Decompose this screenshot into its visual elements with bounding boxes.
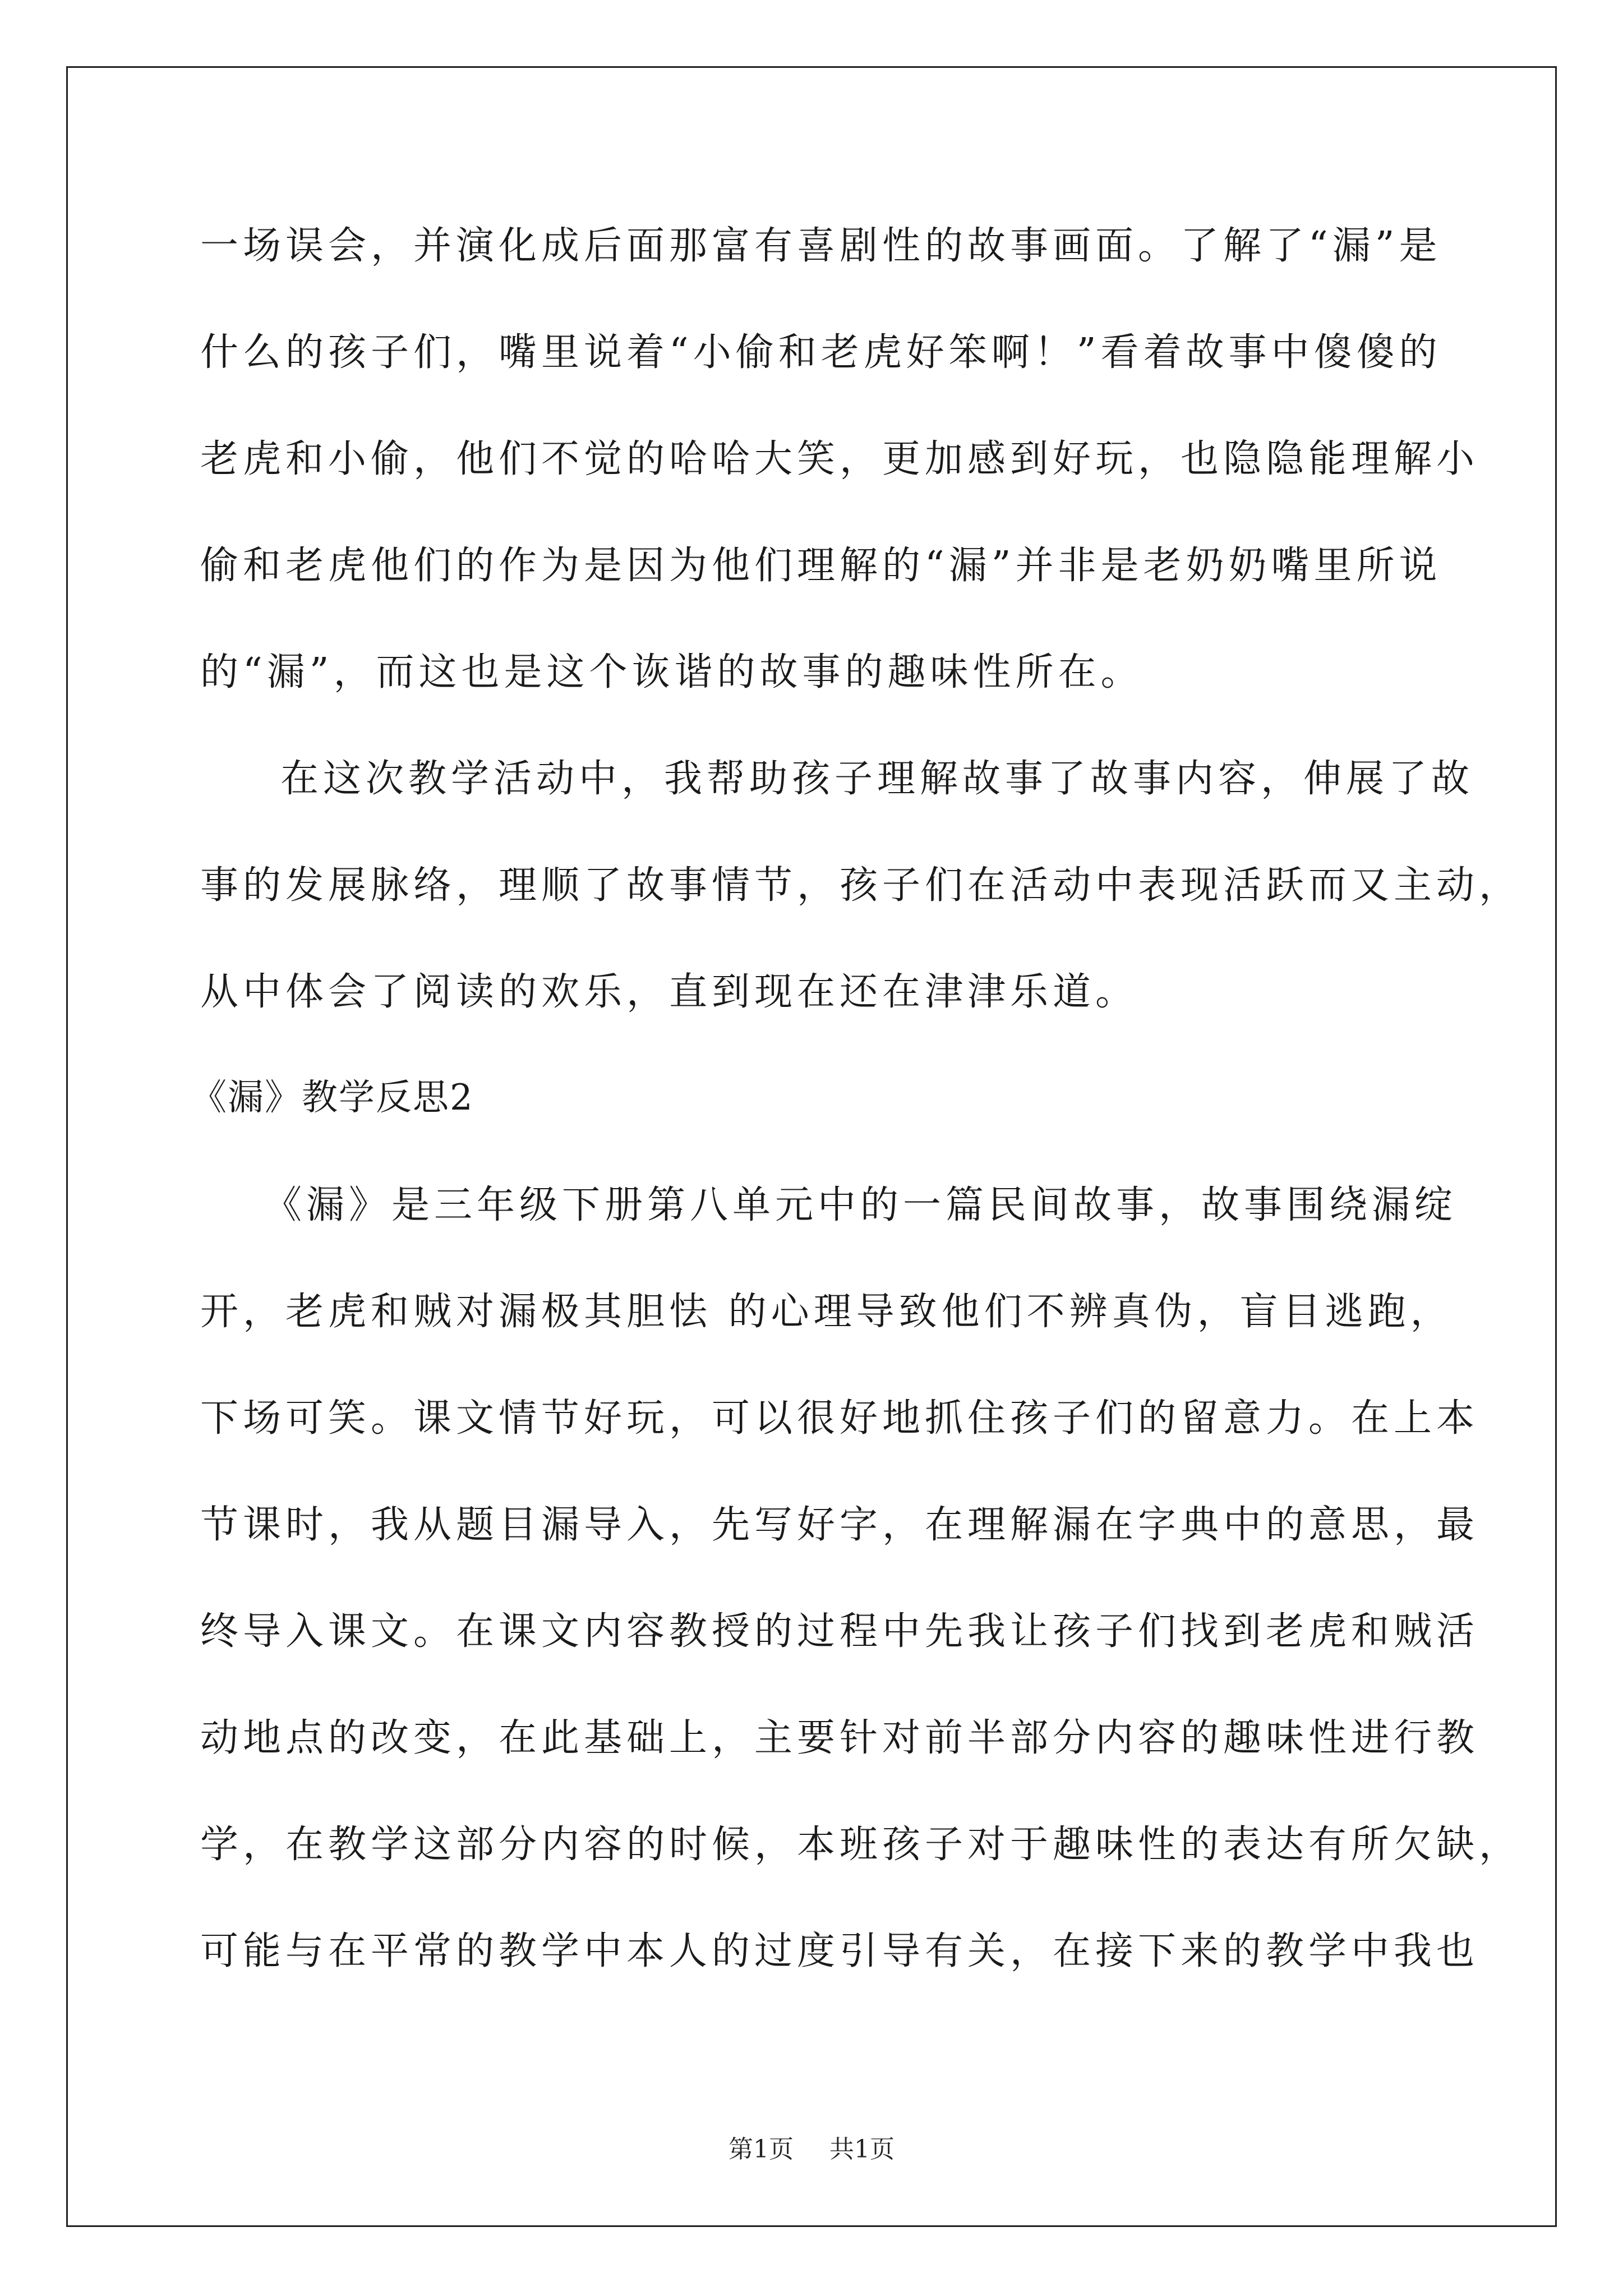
body-line-2: 什么的孩子们，嘴里说着“小偷和老虎好笨啊！”看着故事中傻傻的 [200, 330, 1442, 375]
body-line-16: 学，在教学这部分内容的时候，本班孩子对于趣味性的表达有所欠缺， [200, 1823, 1522, 1867]
body-line-14: 终导入课文。在课文内容教授的过程中先我让孩子们找到老虎和贼活 [200, 1609, 1479, 1654]
body-line-8: 从中体会了阅读的欢乐，直到现在还在津津乐道。 [200, 970, 1138, 1014]
page-total: 共1页 [829, 2135, 895, 2164]
body-line-10: 《漏》是三年级下册第八单元中的一篇民间故事，故事围绕漏绽 [264, 1183, 1458, 1227]
body-line-6: 在这次教学活动中，我帮助孩子理解故事了故事内容，伸展了故 [280, 757, 1474, 801]
body-line-12: 下场可笑。课文情节好玩，可以很好地抓住孩子们的留意力。在上本 [200, 1396, 1479, 1441]
body-line-13: 节课时，我从题目漏导入，先写好字，在理解漏在字典中的意思，最 [200, 1503, 1479, 1547]
body-line-11: 开，老虎和贼对漏极其胆怯 的心理导致他们不辨真伪，盲目逃跑， [200, 1290, 1453, 1334]
body-line-17: 可能与在平常的教学中本人的过度引导有关，在接下来的教学中我也 [200, 1929, 1479, 1973]
section-heading: 《漏》教学反思2 [191, 1077, 474, 1119]
body-line-4: 偷和老虎他们的作为是因为他们理解的“漏”并非是老奶奶嘴里所说 [200, 544, 1442, 588]
page-footer [0, 2129, 1623, 2165]
body-line-15: 动地点的改变，在此基础上，主要针对前半部分内容的趣味性进行教 [200, 1716, 1479, 1760]
page-number: 第1页 [728, 2135, 794, 2164]
body-line-5: 的“漏”，而这也是这个诙谐的故事的趣味性所在。 [200, 650, 1144, 694]
body-line-3: 老虎和小偷，他们不觉的哈哈大笑，更加感到好玩，也隐隐能理解小 [200, 437, 1479, 481]
page-border [66, 66, 1557, 2227]
body-line-7: 事的发展脉络，理顺了故事情节，孩子们在活动中表现活跃而又主动， [200, 863, 1522, 908]
body-line-1: 一场误会，并演化成后面那富有喜剧性的故事画面。了解了“漏”是 [200, 224, 1442, 268]
